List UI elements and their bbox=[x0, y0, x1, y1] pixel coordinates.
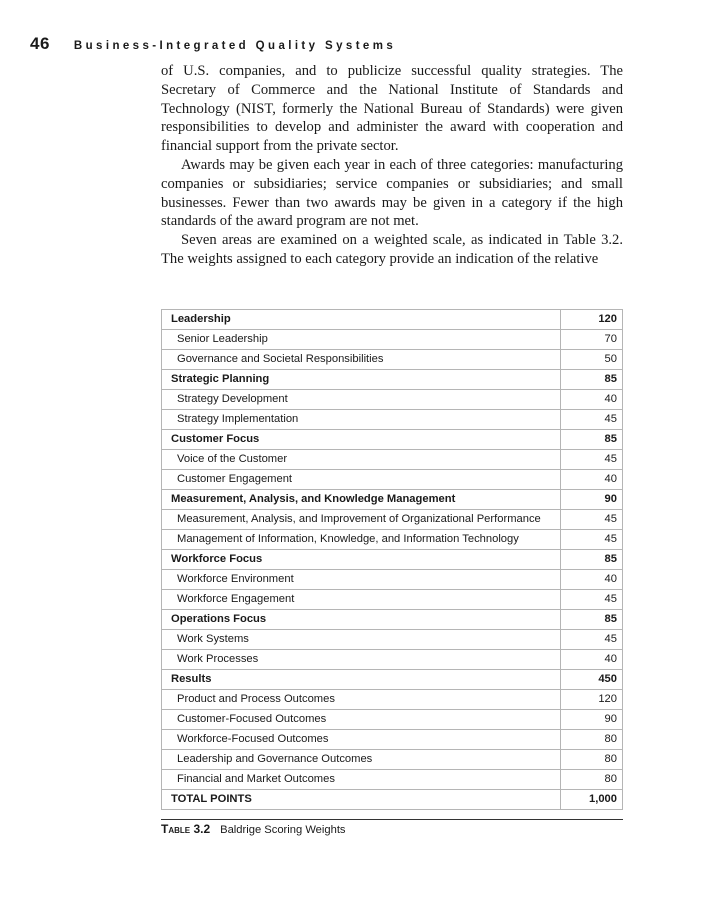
book-title: Business-Integrated Quality Systems bbox=[73, 40, 397, 52]
item-row bbox=[162, 470, 623, 490]
row-points: 45 bbox=[561, 510, 623, 530]
item-row bbox=[162, 510, 623, 530]
row-points: 40 bbox=[561, 390, 623, 410]
category-row bbox=[162, 310, 623, 330]
category-row bbox=[162, 670, 623, 690]
item-row bbox=[162, 530, 623, 550]
total-row bbox=[162, 790, 623, 810]
item-row bbox=[162, 770, 623, 790]
row-points: 40 bbox=[561, 470, 623, 490]
item-row bbox=[162, 390, 623, 410]
row-label: Product and Process Outcomes bbox=[162, 690, 561, 710]
row-points: 80 bbox=[561, 730, 623, 750]
row-points: 1,000 bbox=[561, 790, 623, 810]
row-points: 85 bbox=[561, 610, 623, 630]
item-row bbox=[162, 410, 623, 430]
row-label: Management of Information, Knowledge, and Information Technology bbox=[162, 530, 561, 550]
row-label: Financial and Market Outcomes bbox=[162, 770, 561, 790]
row-label: Workforce-Focused Outcomes bbox=[162, 730, 561, 750]
row-points: 40 bbox=[561, 570, 623, 590]
row-points: 90 bbox=[561, 490, 623, 510]
row-label: Strategy Implementation bbox=[162, 410, 561, 430]
row-label: Governance and Societal Responsibilities bbox=[162, 350, 561, 370]
row-points: 45 bbox=[561, 530, 623, 550]
item-row bbox=[162, 630, 623, 650]
category-row bbox=[162, 370, 623, 390]
row-label: Workforce Environment bbox=[162, 570, 561, 590]
row-label: Measurement, Analysis, and Improvement of Organizational Performance bbox=[162, 510, 561, 530]
item-row bbox=[162, 730, 623, 750]
category-row bbox=[162, 550, 623, 570]
row-points: 45 bbox=[561, 410, 623, 430]
row-points: 50 bbox=[561, 350, 623, 370]
row-label: Customer Focus bbox=[162, 430, 561, 450]
category-row bbox=[162, 490, 623, 510]
row-label: Workforce Engagement bbox=[162, 590, 561, 610]
body-text bbox=[161, 62, 623, 269]
row-label: Workforce Focus bbox=[162, 550, 561, 570]
row-label: Senior Leadership bbox=[162, 330, 561, 350]
item-row bbox=[162, 570, 623, 590]
table-caption bbox=[161, 822, 346, 836]
row-label: Customer Engagement bbox=[162, 470, 561, 490]
row-label: Operations Focus bbox=[162, 610, 561, 630]
paragraph: of U.S. companies, and to publicize successful quality strategies. The Secretary of Commerce and the National Institute of Standards and Technology (NIST, formerly the National Bureau of Standards) were given responsibilities to develop and administer the award with cooperation and financial support from the private sector. bbox=[161, 63, 623, 155]
row-points: 70 bbox=[561, 330, 623, 350]
row-points: 120 bbox=[561, 690, 623, 710]
row-points: 45 bbox=[561, 450, 623, 470]
row-label: TOTAL POINTS bbox=[162, 790, 561, 810]
running-head bbox=[30, 34, 396, 54]
row-points: 90 bbox=[561, 710, 623, 730]
row-points: 80 bbox=[561, 770, 623, 790]
row-label: Measurement, Analysis, and Knowledge Management bbox=[162, 490, 561, 510]
item-row bbox=[162, 450, 623, 470]
row-points: 40 bbox=[561, 650, 623, 670]
row-label: Strategic Planning bbox=[162, 370, 561, 390]
row-points: 45 bbox=[561, 630, 623, 650]
caption-rule bbox=[161, 819, 623, 820]
page-number: 46 bbox=[30, 34, 50, 53]
row-label: Leadership bbox=[162, 310, 561, 330]
item-row bbox=[162, 350, 623, 370]
item-row bbox=[162, 650, 623, 670]
item-row bbox=[162, 330, 623, 350]
scoring-weights-table bbox=[161, 309, 623, 810]
row-label: Results bbox=[162, 670, 561, 690]
row-points: 85 bbox=[561, 550, 623, 570]
item-row bbox=[162, 710, 623, 730]
row-label: Voice of the Customer bbox=[162, 450, 561, 470]
row-points: 450 bbox=[561, 670, 623, 690]
row-points: 85 bbox=[561, 430, 623, 450]
row-points: 80 bbox=[561, 750, 623, 770]
row-label: Work Processes bbox=[162, 650, 561, 670]
caption-text: Baldrige Scoring Weights bbox=[220, 824, 346, 836]
row-label: Customer-Focused Outcomes bbox=[162, 710, 561, 730]
item-row bbox=[162, 590, 623, 610]
row-label: Work Systems bbox=[162, 630, 561, 650]
paragraph: Awards may be given each year in each of three categories: manufacturing companies or subsidiaries; service companies or subsidiaries; and small businesses. Fewer than two awards may be given in a category if the high standards of the award program are not met. bbox=[161, 156, 623, 230]
paragraph: Seven areas are examined on a weighted scale, as indicated in Table 3.2. The weights assigned to each category provide an indication of the relative bbox=[161, 232, 623, 267]
row-points: 120 bbox=[561, 310, 623, 330]
row-points: 45 bbox=[561, 590, 623, 610]
item-row bbox=[162, 750, 623, 770]
item-row bbox=[162, 690, 623, 710]
caption-label: Table 3.2 bbox=[161, 822, 211, 836]
row-label: Strategy Development bbox=[162, 390, 561, 410]
category-row bbox=[162, 610, 623, 630]
row-label: Leadership and Governance Outcomes bbox=[162, 750, 561, 770]
category-row bbox=[162, 430, 623, 450]
row-points: 85 bbox=[561, 370, 623, 390]
